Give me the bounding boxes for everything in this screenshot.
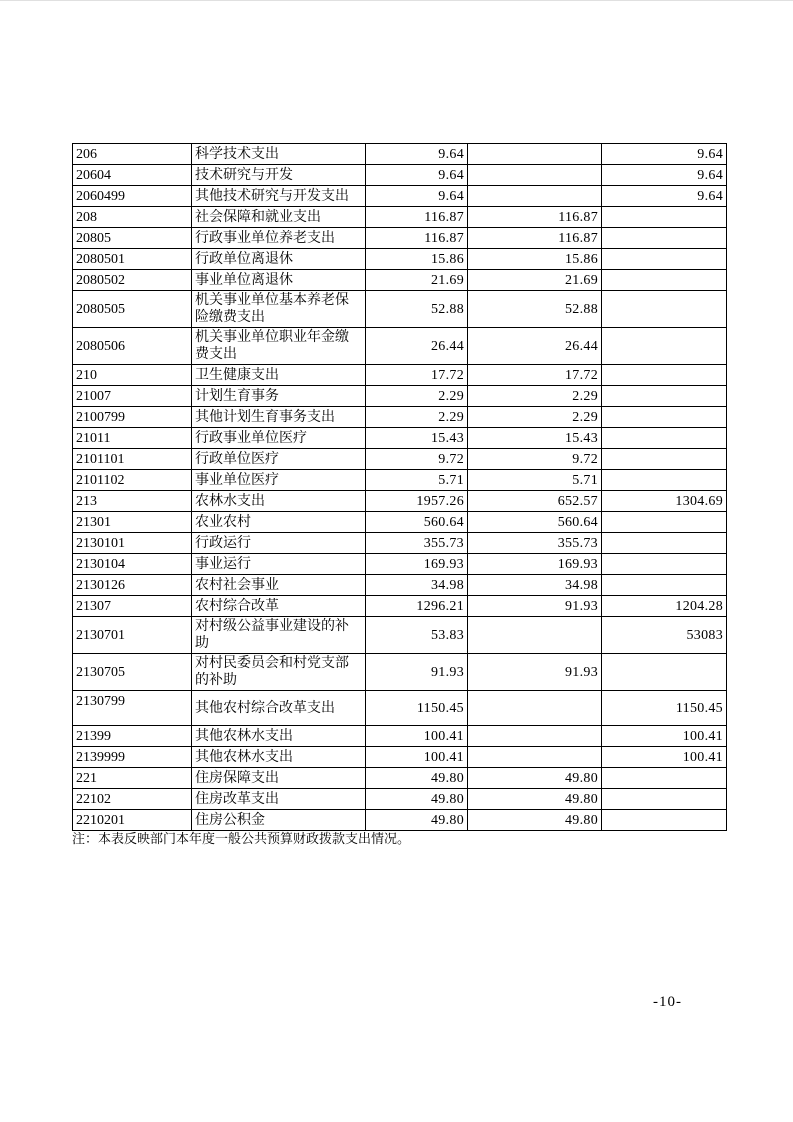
value-cell <box>468 691 602 726</box>
value-cell <box>602 810 727 831</box>
value-cell: 560.64 <box>468 512 602 533</box>
table-row <box>73 789 727 810</box>
value-cell: 53083 <box>602 617 727 654</box>
budget-table-body <box>73 144 727 831</box>
value-cell: 15.86 <box>366 249 468 270</box>
value-cell <box>602 386 727 407</box>
value-cell <box>602 654 727 691</box>
table-row <box>73 428 727 449</box>
value-cell: 17.72 <box>366 365 468 386</box>
value-cell: 9.64 <box>602 144 727 165</box>
table-row <box>73 449 727 470</box>
value-cell: 100.41 <box>366 747 468 768</box>
value-cell <box>602 554 727 575</box>
category-cell: 住房公积金 <box>192 810 366 831</box>
category-cell: 社会保障和就业支出 <box>192 207 366 228</box>
category-cell: 行政单位医疗 <box>192 449 366 470</box>
value-cell: 53.83 <box>366 617 468 654</box>
code-cell: 2080505 <box>73 291 192 328</box>
value-cell: 34.98 <box>468 575 602 596</box>
budget-expenditure-table <box>72 143 727 831</box>
category-cell: 行政运行 <box>192 533 366 554</box>
value-cell: 91.93 <box>366 654 468 691</box>
table-row <box>73 386 727 407</box>
value-cell: 9.64 <box>602 186 727 207</box>
category-cell: 其他农林水支出 <box>192 726 366 747</box>
value-cell: 9.72 <box>468 449 602 470</box>
category-cell: 事业运行 <box>192 554 366 575</box>
table-row <box>73 165 727 186</box>
value-cell: 1304.69 <box>602 491 727 512</box>
value-cell: 2.29 <box>366 407 468 428</box>
value-cell: 52.88 <box>468 291 602 328</box>
value-cell: 2.29 <box>468 407 602 428</box>
value-cell: 34.98 <box>366 575 468 596</box>
category-cell: 行政事业单位医疗 <box>192 428 366 449</box>
value-cell <box>468 144 602 165</box>
value-cell <box>602 328 727 365</box>
category-cell: 对村民委员会和村党支部的补助 <box>192 654 366 691</box>
code-cell: 21301 <box>73 512 192 533</box>
table-row <box>73 654 727 691</box>
value-cell: 1150.45 <box>602 691 727 726</box>
category-cell: 对村级公益事业建设的补助 <box>192 617 366 654</box>
category-cell: 行政单位离退休 <box>192 249 366 270</box>
value-cell: 52.88 <box>366 291 468 328</box>
value-cell: 116.87 <box>468 228 602 249</box>
value-cell: 116.87 <box>468 207 602 228</box>
code-cell: 208 <box>73 207 192 228</box>
value-cell <box>602 207 727 228</box>
value-cell: 49.80 <box>468 810 602 831</box>
code-cell: 2101101 <box>73 449 192 470</box>
code-cell: 21011 <box>73 428 192 449</box>
value-cell: 21.69 <box>366 270 468 291</box>
code-cell: 2130705 <box>73 654 192 691</box>
value-cell: 21.69 <box>468 270 602 291</box>
value-cell <box>602 533 727 554</box>
code-cell: 213 <box>73 491 192 512</box>
value-cell: 17.72 <box>468 365 602 386</box>
code-cell: 2130101 <box>73 533 192 554</box>
table-row <box>73 512 727 533</box>
code-cell: 21399 <box>73 726 192 747</box>
category-cell: 机关事业单位职业年金缴费支出 <box>192 328 366 365</box>
value-cell: 1204.28 <box>602 596 727 617</box>
value-cell <box>468 617 602 654</box>
value-cell: 49.80 <box>468 768 602 789</box>
value-cell <box>468 186 602 207</box>
code-cell: 2130701 <box>73 617 192 654</box>
category-cell: 卫生健康支出 <box>192 365 366 386</box>
category-cell: 住房保障支出 <box>192 768 366 789</box>
value-cell: 5.71 <box>468 470 602 491</box>
category-cell: 科学技术支出 <box>192 144 366 165</box>
value-cell: 1296.21 <box>366 596 468 617</box>
value-cell: 169.93 <box>468 554 602 575</box>
value-cell: 116.87 <box>366 207 468 228</box>
category-cell: 农村综合改革 <box>192 596 366 617</box>
value-cell <box>602 228 727 249</box>
value-cell: 652.57 <box>468 491 602 512</box>
value-cell <box>468 747 602 768</box>
value-cell <box>602 768 727 789</box>
value-cell: 100.41 <box>602 747 727 768</box>
value-cell: 9.64 <box>366 165 468 186</box>
table-row <box>73 810 727 831</box>
value-cell <box>602 249 727 270</box>
value-cell: 9.64 <box>602 165 727 186</box>
value-cell: 100.41 <box>366 726 468 747</box>
category-cell: 计划生育事务 <box>192 386 366 407</box>
category-cell: 行政事业单位养老支出 <box>192 228 366 249</box>
value-cell: 49.80 <box>366 789 468 810</box>
category-cell: 机关事业单位基本养老保险缴费支出 <box>192 291 366 328</box>
category-cell: 农林水支出 <box>192 491 366 512</box>
code-cell: 2130104 <box>73 554 192 575</box>
table-row <box>73 533 727 554</box>
value-cell <box>602 428 727 449</box>
value-cell <box>602 407 727 428</box>
category-cell: 其他农林水支出 <box>192 747 366 768</box>
table-row <box>73 207 727 228</box>
value-cell <box>602 291 727 328</box>
code-cell: 2130126 <box>73 575 192 596</box>
value-cell: 9.72 <box>366 449 468 470</box>
table-row <box>73 617 727 654</box>
value-cell: 1957.26 <box>366 491 468 512</box>
value-cell <box>602 365 727 386</box>
value-cell: 116.87 <box>366 228 468 249</box>
value-cell: 2.29 <box>366 386 468 407</box>
code-cell: 2080502 <box>73 270 192 291</box>
page-top-border <box>0 0 793 1</box>
code-cell: 2080501 <box>73 249 192 270</box>
value-cell: 9.64 <box>366 144 468 165</box>
table-row <box>73 407 727 428</box>
code-cell: 2130799 <box>73 691 192 726</box>
page-number: -10- <box>653 994 682 1010</box>
table-row <box>73 747 727 768</box>
table-row <box>73 144 727 165</box>
category-cell: 农业农村 <box>192 512 366 533</box>
value-cell: 100.41 <box>602 726 727 747</box>
table-row <box>73 691 727 726</box>
table-row <box>73 726 727 747</box>
category-cell: 技术研究与开发 <box>192 165 366 186</box>
value-cell <box>468 726 602 747</box>
value-cell: 26.44 <box>366 328 468 365</box>
code-cell: 2100799 <box>73 407 192 428</box>
value-cell: 91.93 <box>468 654 602 691</box>
table-row <box>73 365 727 386</box>
value-cell <box>602 270 727 291</box>
code-cell: 210 <box>73 365 192 386</box>
code-cell: 2080506 <box>73 328 192 365</box>
value-cell: 49.80 <box>366 768 468 789</box>
code-cell: 2139999 <box>73 747 192 768</box>
category-cell: 农村社会事业 <box>192 575 366 596</box>
value-cell <box>602 512 727 533</box>
value-cell: 560.64 <box>366 512 468 533</box>
code-cell: 22102 <box>73 789 192 810</box>
table-row <box>73 554 727 575</box>
value-cell <box>602 789 727 810</box>
table-row <box>73 249 727 270</box>
code-cell: 20604 <box>73 165 192 186</box>
value-cell: 9.64 <box>366 186 468 207</box>
value-cell: 49.80 <box>468 789 602 810</box>
value-cell: 15.43 <box>468 428 602 449</box>
table-row <box>73 291 727 328</box>
code-cell: 2060499 <box>73 186 192 207</box>
value-cell: 26.44 <box>468 328 602 365</box>
category-cell: 其他农村综合改革支出 <box>192 691 366 726</box>
code-cell: 206 <box>73 144 192 165</box>
value-cell: 15.86 <box>468 249 602 270</box>
value-cell <box>602 575 727 596</box>
value-cell: 169.93 <box>366 554 468 575</box>
value-cell: 1150.45 <box>366 691 468 726</box>
code-cell: 21307 <box>73 596 192 617</box>
value-cell: 355.73 <box>468 533 602 554</box>
value-cell: 355.73 <box>366 533 468 554</box>
code-cell: 2101102 <box>73 470 192 491</box>
value-cell <box>602 449 727 470</box>
code-cell: 20805 <box>73 228 192 249</box>
value-cell: 2.29 <box>468 386 602 407</box>
value-cell: 49.80 <box>366 810 468 831</box>
value-cell <box>602 470 727 491</box>
category-cell: 事业单位离退休 <box>192 270 366 291</box>
value-cell: 15.43 <box>366 428 468 449</box>
code-cell: 2210201 <box>73 810 192 831</box>
table-row <box>73 228 727 249</box>
code-cell: 21007 <box>73 386 192 407</box>
table-row <box>73 575 727 596</box>
table-row <box>73 270 727 291</box>
table-row <box>73 491 727 512</box>
table-row <box>73 768 727 789</box>
table-row <box>73 186 727 207</box>
category-cell: 事业单位医疗 <box>192 470 366 491</box>
category-cell: 其他计划生育事务支出 <box>192 407 366 428</box>
category-cell: 其他技术研究与开发支出 <box>192 186 366 207</box>
code-cell: 221 <box>73 768 192 789</box>
category-cell: 住房改革支出 <box>192 789 366 810</box>
table-row <box>73 596 727 617</box>
table-note: 注：本表反映部门本年度一般公共预算财政拨款支出情况。 <box>72 831 411 846</box>
table-row <box>73 328 727 365</box>
table-row <box>73 470 727 491</box>
value-cell <box>468 165 602 186</box>
value-cell: 91.93 <box>468 596 602 617</box>
value-cell: 5.71 <box>366 470 468 491</box>
